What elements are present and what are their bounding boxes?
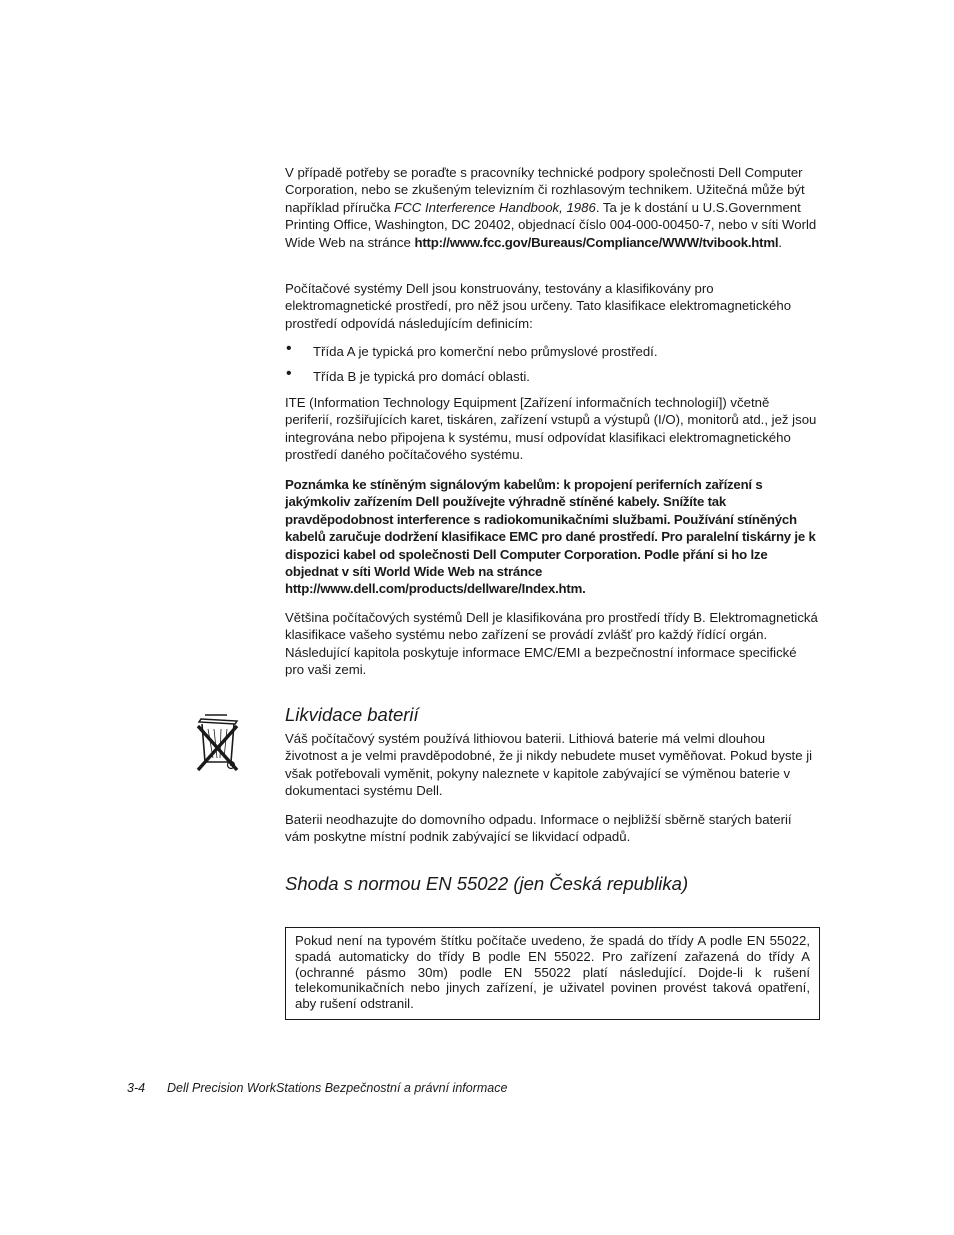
crossed-out-wheelie-bin-icon bbox=[193, 712, 243, 774]
battery-disposal-heading: Likvidace baterií bbox=[285, 704, 419, 725]
fcc-handbook-paragraph bbox=[285, 164, 819, 251]
footer-title: Dell Precision WorkStations Bezpečnostní a právní informace bbox=[167, 1081, 508, 1095]
list-item: • Třída B je typická pro domácí oblasti. bbox=[286, 365, 530, 385]
battery-disposal-paragraph: Baterii neodhazujte do domovního odpadu. Informace o nejbližší sběrně starých baterií vám poskytne místní podnik zabývající se likvidací odpadů. bbox=[285, 812, 792, 845]
en55022-notice-text: Pokud není na typovém štítku počítače uvedeno, že spadá do třídy A podle EN 55022, spadá automaticky do třídy B podle EN 55022. Pro zařízení zařazená do třídy A (ochranné pásmo 30m) podle EN 55022 platí následující. Dojde-li k rušení telekomunikačních nebo jinych zařízení, je uživatel povinen provést taková opatření, aby rušení odstranil. bbox=[295, 933, 810, 1012]
en55022-notice-box bbox=[285, 927, 820, 1020]
dell-class-b-paragraph: Většina počítačových systémů Dell je klasifikována pro prostředí třídy B. Elektromagnetická klasifikace vašeho systému nebo zařízení se provádí zvlášť pro každý řídící orgán. Následující kapitola poskytuje informace EMC/EMI a bezpečnostní informace specifické pro vaši zemi. bbox=[285, 610, 818, 678]
list-item: • Třída A je typická pro komerční nebo průmyslové prostředí. bbox=[286, 340, 658, 359]
book-title: FCC Interference Handbook, 1986 bbox=[394, 199, 596, 215]
paragraph-text: . Ta je k dostání u U.S.Government Printing Office, Washington, DC 20402, objednací číslo 004-000-00450-7, nebo v síti World Wide Web na stránce bbox=[285, 199, 817, 250]
ite-paragraph: ITE (Information Technology Equipment [Zařízení informačních technologií]) včetně periferií, rozšiřujících karet, tiskáren, zařízení vstupů a výstupů (I/O), monitorů atd., jež jsou integrována nebo připojena k systému, musí odpovídat klasifikaci elektromagnetického prostředí daného počítačového systému. bbox=[285, 395, 817, 463]
battery-info-paragraph: Váš počítačový systém používá lithiovou baterii. Lithiová baterie má velmi dlouhou životnost a je velmi pravděpodobné, že ji nikdy nebudete muset vyměňovat. Pokud byste ji však potřebovali vyměnit, pokyny naleznete v kapitole zabývající se výměnou baterie v dokumentaci systému Dell. bbox=[285, 731, 813, 799]
class-definitions-list bbox=[285, 340, 819, 394]
en55022-heading: Shoda s normou EN 55022 (jen Česká republika) bbox=[285, 873, 689, 894]
paragraph-text: V případě potřeby se poraďte s pracovníky technické podpory společnosti Dell Computer Corporation, nebo se zkušeným televizním či rozhlasovým technikem. Užitečná může být například příručka bbox=[285, 165, 805, 215]
fcc-url-link[interactable]: http://www.fcc.gov/Bureaus/Compliance/WWW/tvibook.html bbox=[414, 234, 779, 250]
page-number: 3-4 bbox=[127, 1081, 146, 1095]
paragraph-text: . bbox=[778, 234, 783, 250]
page-footer bbox=[127, 1080, 507, 1096]
shielded-cables-note: Poznámka ke stíněným signálovým kabelům: k propojení periferních zařízení s jakýmkoliv zařízením Dell používejte výhradně stíněné kabely. Snížíte tak pravděpodobnost interference s radiokomunikačními službami. Používání stíněných kabelů zaručuje dodržení klasifikace EMC pro dané prostředí. Pro paralelní tiskárny je k dispozici kabel od společnosti Dell Computer Corporation. Podle přání si ho lze objednat v síti World Wide Web na stránce http://www.dell.com/products/dellware/Index.htm. bbox=[285, 477, 816, 597]
bullet-icon: • bbox=[286, 340, 292, 357]
bullet-icon: • bbox=[286, 365, 292, 383]
classification-intro-paragraph: Počítačové systémy Dell jsou konstruovány, testovány a klasifikovány pro elektromagnetické prostředí, pro něž jsou určeny. Tato klasifikace elektromagnetického prostředí odpovídá následujícím definicím: bbox=[285, 281, 792, 331]
